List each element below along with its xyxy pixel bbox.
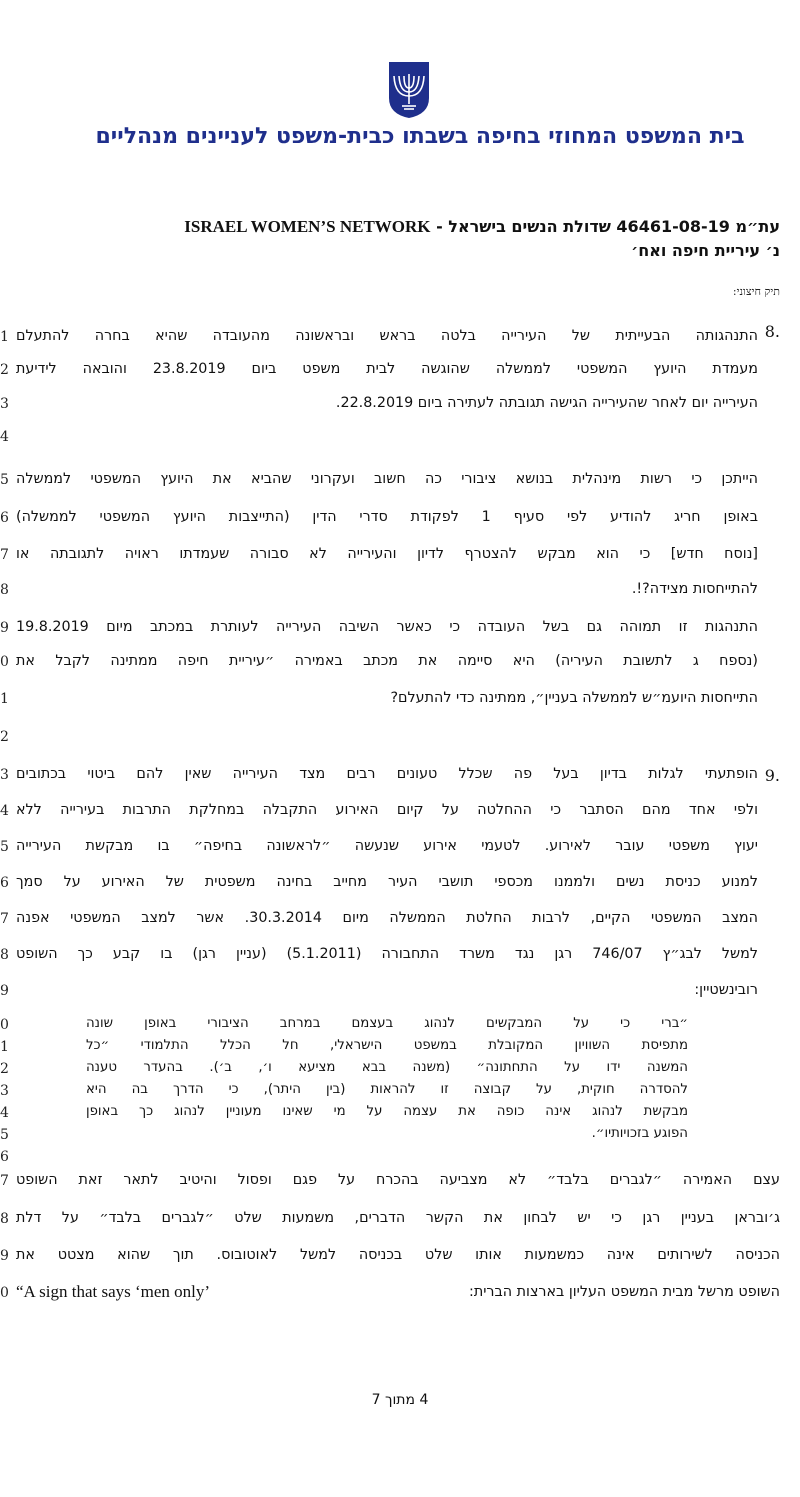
body-line: השופט מרשל מבית המשפט העליון בארצות הברית: <box>469 1284 780 1300</box>
line-number: 1 <box>0 329 9 345</box>
line-number: 8 <box>0 1211 9 1227</box>
body-line: התנהגותה הבעייתית של העירייה בלטה בראש ובראשונה מהעובדה שהיא בחרה להתעלם <box>16 328 758 344</box>
section-number-8: 8. <box>764 322 780 341</box>
line-number: 3 <box>0 767 9 783</box>
court-title: בית המשפט המחוזי בחיפה בשבתו כבית-משפט לעניינים מנהליים <box>95 124 745 149</box>
line-number: 2 <box>0 1061 9 1077</box>
line-number: 0 <box>0 654 9 670</box>
body-line: [נוסח חדש] כי הוא מבקש להצטרף לדיון והעירייה לא סבורה שעמדתו ראויה לתגובתה או <box>16 546 758 562</box>
line-number: 5 <box>0 839 9 855</box>
external-file-label: תיק חיצוני: <box>732 285 780 298</box>
line-number: 4 <box>0 803 9 819</box>
line-number: 4 <box>0 1105 9 1121</box>
quote-line: הפוגע בזכויותיו״. <box>591 1126 688 1141</box>
body-line: מעמדת היועץ המשפטי לממשלה שהוגשה לבית משפט ביום 23.8.2019 והובאה לידיעת <box>16 361 758 377</box>
case-title-line <box>184 217 780 237</box>
body-line: ג׳ובראן בעניין רגן כי יש לבחון את הקשר הדברים, משמעות שלט ״לגברים בלבד״ על דלת <box>16 1210 780 1226</box>
line-number: 3 <box>0 1083 9 1099</box>
case-number-hebrew: עת״מ 46461-08-19 שדולת הנשים בישראל - <box>430 217 780 236</box>
page-footer: 4 מתוך 7 <box>371 1392 429 1408</box>
quote-line: ״ברי כי על המבקשים לנהוג בעצמם במרחב הציבורי באופן שונה <box>86 1016 688 1031</box>
line-number: 6 <box>0 510 9 526</box>
line-number: 0 <box>0 1017 9 1033</box>
body-line: התייחסות היועמ״ש לממשלה בעניין״, ממתינה כדי להתעלם? <box>390 690 758 706</box>
line-number: 1 <box>0 1039 9 1055</box>
quote-line: מתפיסת השוויון המקובלת במשפט הישראלי, חל הכלל התלמודי ״כל <box>86 1038 688 1053</box>
body-line: הייתכן כי רשות מינהלית בנושא ציבורי כה חשוב ועקרוני שהביא את היועץ המשפטי לממשלה <box>16 471 758 487</box>
body-line: להתייחסות מצידה?!. <box>631 581 758 597</box>
line-number: 6 <box>0 1149 9 1165</box>
body-line: הופתעתי לגלות בדיון בעל פה שכלל טעונים רבים מצד העירייה שאין להם ביטוי בכתובים <box>16 766 758 782</box>
line-number: 4 <box>0 429 9 445</box>
quote-line: המשנה ידו על התחתונה״ (משנה בבא מציעא ו׳, ב׳). בהעדר טענה <box>86 1060 688 1075</box>
petitioner-english-name: ISRAEL WOMEN’S NETWORK <box>184 217 431 236</box>
line-number: 8 <box>0 582 9 598</box>
body-line: רובינשטיין: <box>694 982 758 998</box>
line-number: 5 <box>0 1127 9 1143</box>
line-number: 3 <box>0 396 9 412</box>
quote-line: להסדרה חוקית, על קבוצה זו להראות (בין היתר), כי הדרך בה היא <box>86 1082 688 1097</box>
state-emblem-icon <box>386 60 432 120</box>
english-quote: “A sign that says ‘men only’ <box>16 1282 211 1301</box>
body-line: התנהגות זו תמוהה גם בשל העובדה כי כאשר השיבה העירייה לעותרת במכתב מיום 19.8.2019 <box>16 619 758 635</box>
line-number: 9 <box>0 620 9 636</box>
respondents-line: נ׳ עיריית חיפה ואח׳ <box>631 241 780 260</box>
line-number: 7 <box>0 1173 9 1189</box>
body-line: (נספח ג לתשובת העיריה) היא סיימה את מכתב באמירה ״עיריית חיפה ממתינה לקבל את <box>16 653 758 669</box>
line-number: 5 <box>0 472 9 488</box>
line-number: 6 <box>0 875 9 891</box>
body-line: למשל לבג״ץ 746/07 רגן נגד משרד התחבורה (5.1.2011) (עניין רגן) בו קבע כך השופט <box>16 946 758 962</box>
line-number: 8 <box>0 947 9 963</box>
body-line: הכניסה לשירותים אינה כמשמעות אותו שלט בכניסה למשל לאוטובוס. תוך שהוא מצטט את <box>16 1247 780 1263</box>
line-number: 9 <box>0 1248 9 1264</box>
body-line: למנוע כניסת נשים ולממנו מכספי תושבי העיר מחייב בחינה משפטית של האירוע על סמך <box>16 874 758 890</box>
line-number: 1 <box>0 691 9 707</box>
body-line: ולפי אחד מהם הסתבר כי ההחלטה על קיום האירוע התקבלה במחלקת התרבות בעירייה ללא <box>16 802 758 818</box>
line-number: 2 <box>0 729 9 745</box>
section-number-9: 9. <box>764 766 780 785</box>
body-line: באופן חריג להודיע לפי סעיף 1 לפקודת סדרי הדין (התייצבות היועץ המשפטי לממשלה) <box>16 509 758 525</box>
line-number: 0 <box>0 1285 9 1301</box>
line-number: 9 <box>0 983 9 999</box>
body-line: עצם האמירה ״לגברים בלבד״ לא מצביעה בהכרח על פגם ופסול והיטיב לתאר זאת השופט <box>16 1172 780 1188</box>
line-number: 7 <box>0 547 9 563</box>
body-line: המצב המשפטי הקיים, לרבות החלטת הממשלה מיום 30.3.2014. אשר למצב המשפטי אפנה <box>16 910 758 926</box>
line-number: 2 <box>0 362 9 378</box>
body-line: יעוץ משפטי עובר לאירוע. לטעמי אירוע שנעשה ״לראשונה בחיפה״ בו מבקשת העירייה <box>16 838 758 854</box>
line-number: 7 <box>0 911 9 927</box>
quote-line: מבקשת לנהוג אינה כופה את עצמה על מי שאינו מעוניין לנהוג כך באופן <box>86 1104 688 1119</box>
body-line: העירייה יום לאחר שהעירייה הגישה תגובתה לעתירה ביום 22.8.2019. <box>335 395 758 411</box>
